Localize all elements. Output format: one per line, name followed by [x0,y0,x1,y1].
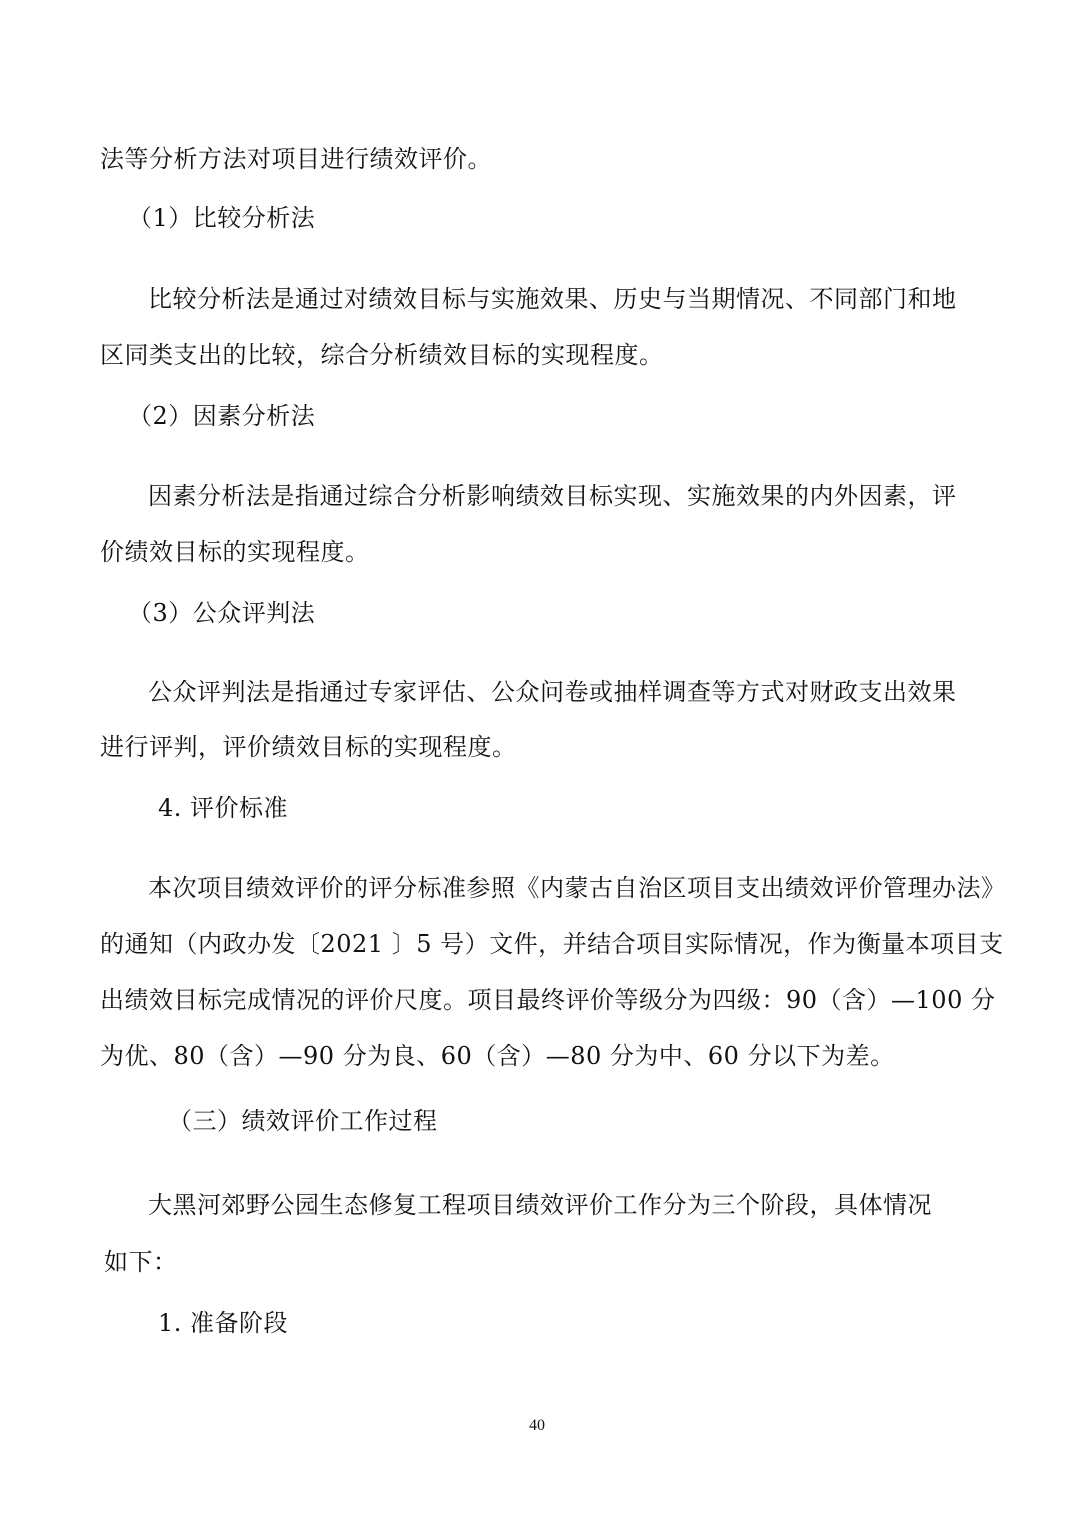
subheading-evaluation-standard: 4. 评价标准 [158,794,289,822]
text-line: 大黑河郊野公园生态修复工程项目绩效评价工作分为三个阶段，具体情况 [148,1191,932,1219]
text-line: 法等分析方法对项目进行绩效评价。 [100,145,492,173]
text-line: 区同类支出的比较，综合分析绩效目标的实现程度。 [100,341,664,369]
text-line: 进行评判，评价绩效目标的实现程度。 [100,733,517,761]
text-line: 出绩效目标完成情况的评价尺度。项目最终评价等级分为四级：90（含）—100 分 [100,986,996,1014]
text-line: 公众评判法是指通过专家评估、公众问卷或抽样调查等方式对财政支出效果 [148,678,957,706]
text-line: 如下： [104,1248,178,1276]
subheading-factor-analysis: （2）因素分析法 [128,402,316,430]
subheading-comparative-analysis: （1）比较分析法 [128,204,316,232]
page-number: 40 [529,1417,545,1434]
subheading-public-evaluation: （3）公众评判法 [128,599,316,627]
text-line: 本次项目绩效评价的评分标准参照《内蒙古自治区项目支出绩效评价管理办法》 [148,874,1006,902]
section-heading-evaluation-process: （三）绩效评价工作过程 [168,1107,438,1135]
text-line: 为优、80（含）—90 分为良、60（含）—80 分为中、60 分以下为差。 [100,1042,895,1070]
text-line: 比较分析法是通过对绩效目标与实施效果、历史与当期情况、不同部门和地 [148,285,957,313]
text-line: 的通知（内政办发〔2021 〕5 号）文件，并结合项目实际情况，作为衡量本项目支 [100,930,1004,958]
text-line: 因素分析法是指通过综合分析影响绩效目标实现、实施效果的内外因素，评 [148,482,957,510]
subheading-preparation-stage: 1. 准备阶段 [158,1309,289,1337]
text-line: 价绩效目标的实现程度。 [100,538,370,566]
